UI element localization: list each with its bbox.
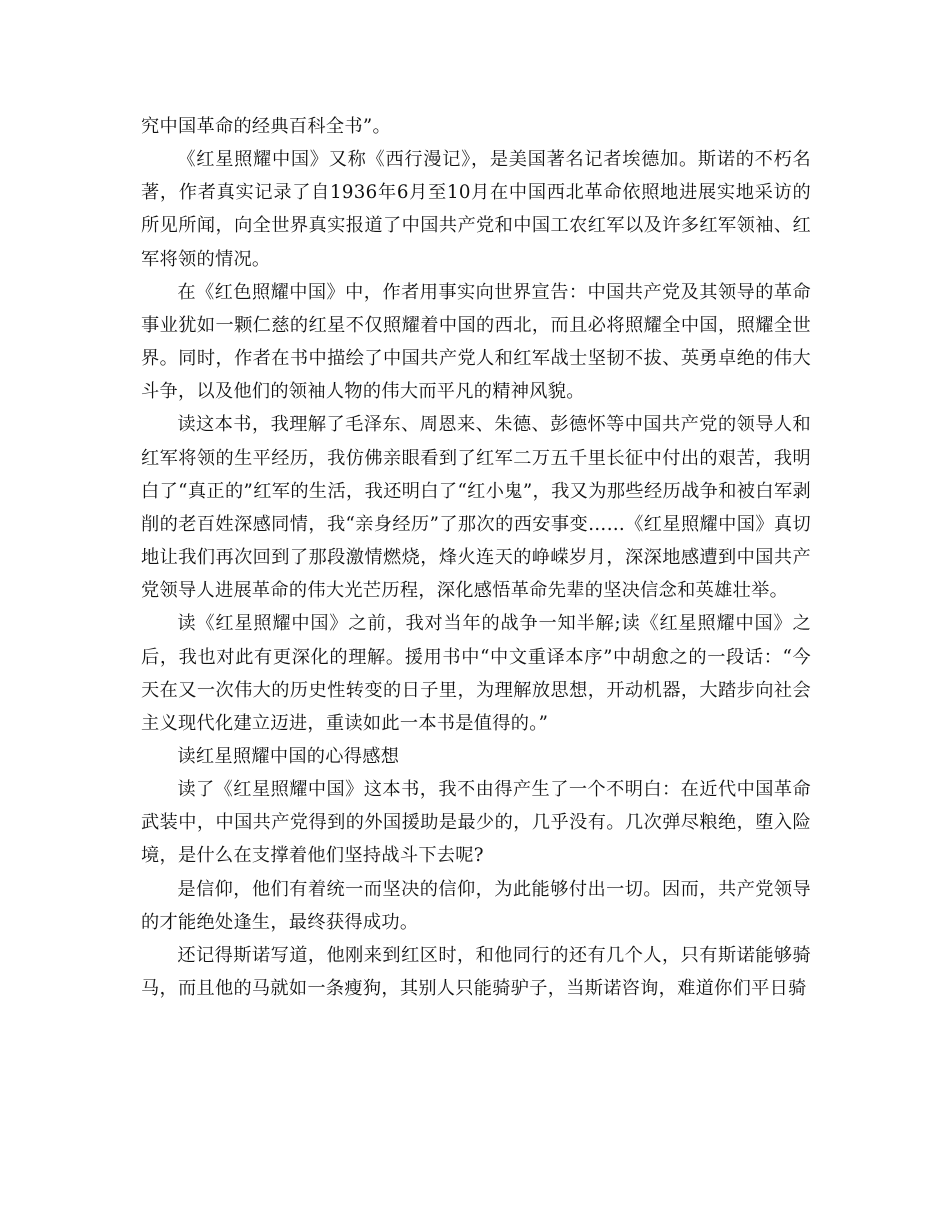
- paragraph-book-intro: 《红星照耀中国》又称《西行漫记》，是美国著名记者埃德加。斯诺的不朽名著，作者真实记录了自1936年6月至10月在中国西北革命依照地进展实地采访的所见所闻，向全世界真实报道了中国共产党和中国工农红军以及许多红军领袖、红军将领的情况。: [141, 149, 811, 270]
- section-heading: 读红星照耀中国的心得感想: [177, 745, 400, 767]
- paragraph-reading-experience: 读这本书，我理解了毛泽东、周恩来、朱德、彭德怀等中国共产党的领导人和红军将领的生平经历，我仿佛亲眼看到了红军二万五千里长征中付出的艰苦，我明白了“真正的”红军的生活，我还明白了“红小鬼”，我又为那些经历战争和被白军剥削的老百姓深感同情，我“亲身经历”了那次的西安事变……《红星照耀中国》真切地让我们再次回到了那段激情燃烧，烽火连天的峥嵘岁月，深深地感遭到中国共产党领导人进展革命的伟大光芒历程，深化感悟革命先辈的坚决信念和英雄壮举。: [141, 414, 811, 602]
- paragraph-book-message: 在《红色照耀中国》中，作者用事实向世界宣告：中国共产党及其领导的革命事业犹如一颗仁慈的红星不仅照耀着中国的西北，而且必将照耀全中国，照耀全世界。同时，作者在书中描绘了中国共产党人和红军战士坚韧不拔、英勇卓绝的伟大斗争，以及他们的领袖人物的伟大而平凡的精神风貌。: [141, 281, 811, 403]
- paragraph-before-after: 读《红星照耀中国》之前，我对当年的战争一知半解;读《红星照耀中国》之后，我也对此有更深化的理解。援用书中“中文重译本序”中胡愈之的一段话：“今天在又一次伟大的历史性转变的日子里，为理解放思想，开动机器，大踏步向社会主义现代化建立迈进，重读如此一本书是值得的。”: [141, 613, 811, 734]
- paragraph-snow-recollection: 还记得斯诺写道，他刚来到红区时，和他同行的还有几个人，只有斯诺能够骑马，而且他的马就如一条瘦狗，其别人只能骑驴子，当斯诺咨询，难道你们平日骑: [141, 944, 811, 1000]
- paragraph-belief: 是信仰，他们有着统一而坚决的信仰，为此能够付出一切。因而，共产党领导的才能绝处逢生，最终获得成功。: [141, 878, 811, 933]
- paragraph-continuation: 究中国革命的经典百科全书”。: [141, 116, 391, 137]
- paragraph-question: 读了《红星照耀中国》这本书，我不由得产生了一个不明白：在近代中国革命武装中，中国共产党得到的外国援助是最少的，几乎没有。几次弹尽粮绝，堕入险境，是什么在支撑着他们坚持战斗下去呢?: [141, 779, 811, 867]
- document-page: [141, 110, 811, 1005]
